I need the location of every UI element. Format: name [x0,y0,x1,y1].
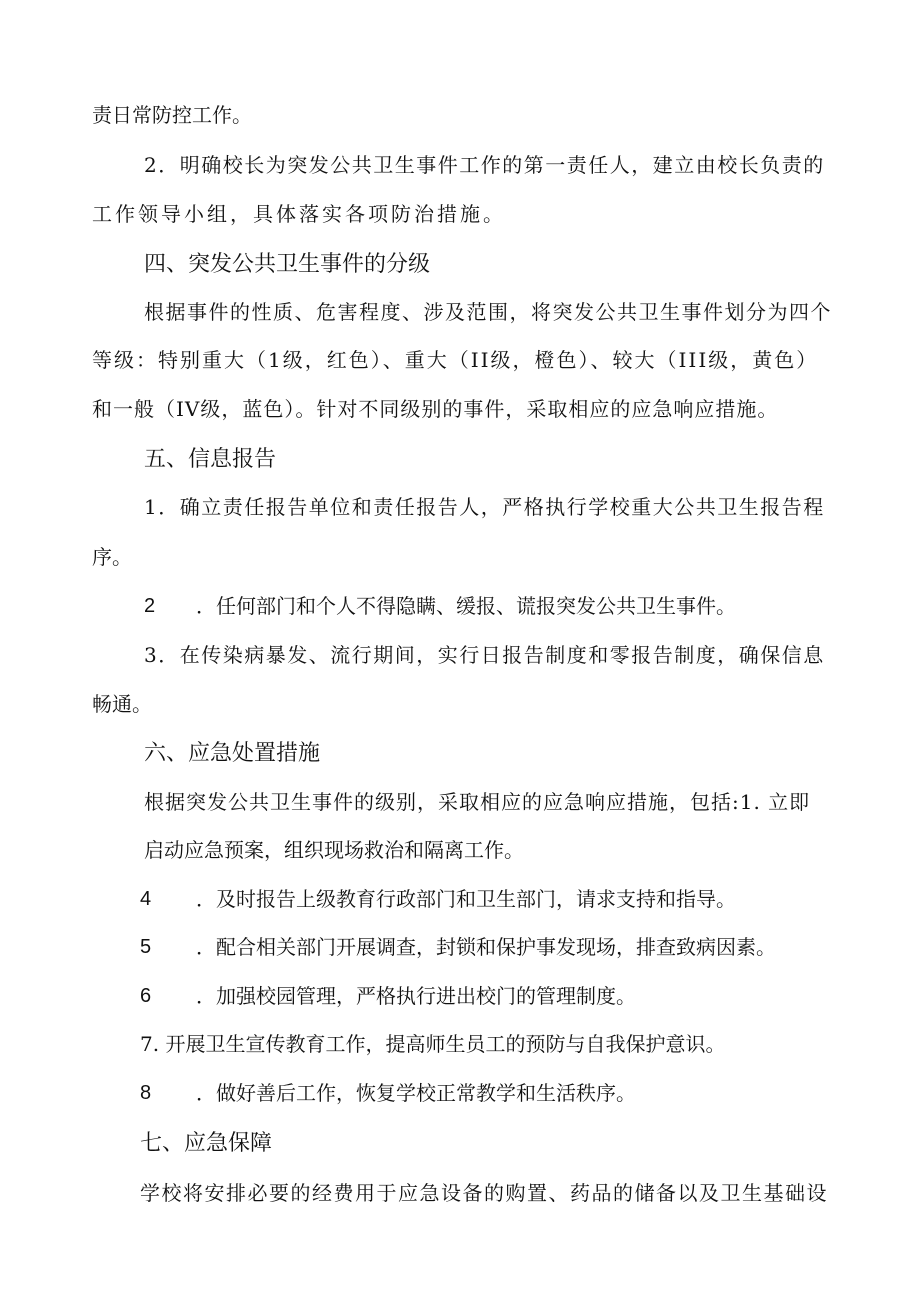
paragraph-line: ．配合相关部门开展调查，封锁和保护事发现场，排查致病因素。 [196,935,776,959]
section-heading-4: 四、突发公共卫生事件的分级 [144,252,431,277]
list-number: 4 [140,888,152,910]
paragraph-line: 2．明确校长为突发公共卫生事件工作的第一责任人，建立由校长负责的 [144,153,825,177]
list-number: 8 [140,1082,152,1104]
paragraph-line: 序。 [92,545,132,569]
paragraph-line: ．及时报告上级教育行政部门和卫生部门，请求支持和指导。 [196,887,736,911]
paragraph-line: 根据事件的性质、危害程度、涉及范围，将突发公共卫生事件划分为四个 [144,300,832,324]
paragraph-line: 畅通。 [92,692,152,716]
paragraph-line: 3．在传染病暴发、流行期间，实行日报告制度和零报告制度，确保信息 [144,643,825,667]
paragraph-line: 学校将安排必要的经费用于应急设备的购置、药品的储备以及卫生基础设 [140,1181,828,1205]
list-number: 6 [140,985,152,1007]
section-heading-6: 六、应急处置措施 [144,741,321,766]
paragraph-line: 责日常防控工作。 [92,103,252,127]
paragraph-line: 1．确立责任报告单位和责任报告人，严格执行学校重大公共卫生报告程 [144,495,825,519]
paragraph-line: 工作领导小组，具体落实各项防治措施。 [92,202,506,226]
paragraph-line: 启动应急预案，组织现场救治和隔离工作。 [144,838,524,862]
paragraph-line: ．任何部门和个人不得隐瞒、缓报、谎报突发公共卫生事件。 [196,594,736,618]
paragraph-line: ．做好善后工作，恢复学校正常教学和生活秩序。 [196,1081,636,1105]
paragraph-line: ．加强校园管理，严格执行进出校门的管理制度。 [196,984,636,1008]
paragraph-line: 根据突发公共卫生事件的级别，采取相应的应急响应措施，包括:1. 立即 [144,790,811,814]
paragraph-line: 7. 开展卫生宣传教育工作，提高师生员工的预防与自我保护意识。 [140,1032,726,1056]
section-heading-7: 七、应急保障 [140,1131,273,1156]
paragraph-line: 和一般（IV级，蓝色）。针对不同级别的事件，采取相应的应急响应措施。 [92,397,779,421]
list-number: 5 [140,936,152,958]
section-heading-5: 五、信息报告 [144,447,277,472]
paragraph-line: 等级：特别重大（1级，红色）、重大（II级，橙色）、较大（III级，黄色） [92,348,819,372]
list-number: 2 [144,595,156,617]
